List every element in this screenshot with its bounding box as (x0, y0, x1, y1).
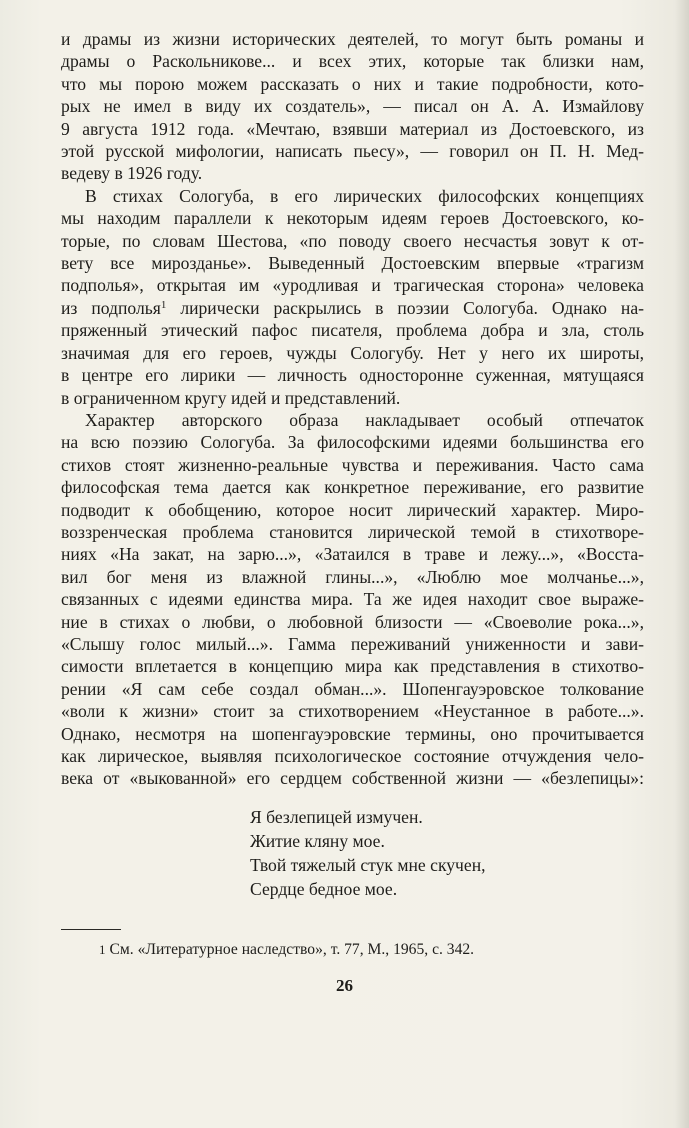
text-line: пряженный этический пафос писателя, проблема добра и зла, столь (61, 320, 644, 341)
poem-line: Житие кляну мое. (250, 831, 385, 851)
text-line: в центре его лирики — личность односторонне суженная, мятущаяся (61, 365, 644, 386)
poem-line: Твой тяжелый стук мне скучен, (250, 855, 486, 875)
text-line: философская тема дается как конкретное переживание, его развитие (61, 477, 644, 498)
note-line-end: лирически раскрылись в поэзии Сологуба. Однако на- (166, 297, 644, 318)
text-line: симости вплетается в концепцию мира как представления в стихотво- (61, 656, 644, 677)
note-line-start: из подполья (61, 297, 161, 318)
paragraph-2 (61, 185, 644, 409)
text-line: ние в стихах о любви, о любовной близости — «Своеволие рока...», (61, 611, 644, 632)
text-line: 9 августа 1912 года. «Мечтаю, взявши материал из Достоевского, из (61, 118, 644, 139)
body-text (61, 28, 644, 790)
text-line: «воли к жизни» стоит за стихотворением «Неустанное в работе...». (61, 701, 644, 722)
poem-line: Сердце бедное мое. (250, 879, 398, 899)
text-line: на всю поэзию Сологуба. За философскими идеями большинства его (61, 432, 644, 453)
text-line: подводит к обобщению, которое носит лирический характер. Миро- (61, 499, 644, 520)
page-edge-shadow (675, 0, 689, 1128)
text-line: этой русской мифологии, написать пьесу», — говорил он П. Н. Мед- (61, 141, 644, 162)
text-line: воззренческая проблема становится лирической темой в стихотворе- (61, 521, 644, 542)
text-line: как лирическое, выявляя психологическое состояние отчуждения чело- (61, 746, 644, 766)
footnote (99, 940, 474, 960)
page-number: 26 (336, 976, 353, 995)
text-line: значимая для его героев, чужды Сологубу. Нет у него их широты, (61, 342, 644, 363)
text-line: вету все мирозданье». Выведенный Достоевским впервые «трагизм (61, 253, 644, 274)
text-line: века от «выкованной» его сердцем собственной жизни — «безлепицы»: (61, 768, 644, 789)
text-line-with-note (61, 297, 644, 319)
text-line: вил бог меня из влажной глины...», «Люблю мое молчанье...», (61, 566, 644, 587)
text-line: В стихах Сологуба, в его лирических философских концепциях (85, 185, 644, 206)
text-line: в ограниченном кругу идей и представлений. (61, 387, 401, 408)
footnote-marker: 1 (99, 942, 106, 957)
text-line: что мы порою можем рассказать о них и такие подробности, кото- (61, 73, 644, 94)
footnote-text: См. «Литературное наследство», т. 77, М., 1965, с. 342. (109, 941, 475, 958)
text-line: ниях «На закат, на зарю...», «Затаился в траве и лежу...», «Восста- (61, 544, 644, 565)
poem-line: Я безлепицей измучен. (250, 807, 423, 827)
footnote-reference[interactable]: 1 (160, 298, 167, 311)
text-line: рых не имел в виду их создатель», — писал он А. А. Измайлову (61, 96, 644, 117)
footnote-divider (61, 929, 121, 930)
text-line: мы находим параллели к некоторым идеям героев Достоевского, ко- (61, 208, 644, 229)
text-line: стихов стоят жизненно-реальные чувства и переживания. Часто сама (61, 454, 644, 475)
paragraph-1 (61, 28, 644, 185)
text-line: Однако, несмотря на шопенгауэровские термины, оно прочитывается (61, 723, 644, 744)
text-line: и драмы из жизни исторических деятелей, то могут быть романы и (61, 29, 644, 49)
text-line: драмы о Раскольникове... и всех этих, которые так близки нам, (61, 51, 644, 72)
text-line: Характер авторского образа накладывает особый отпечаток (85, 409, 644, 430)
text-line: «Слышу голос милый...». Гамма переживаний униженности и зави- (61, 633, 644, 654)
poem-quote (250, 805, 486, 901)
text-line: ведеву в 1926 году. (61, 163, 203, 184)
text-line: подполья», открытая им «уродливая и трагическая сторона» человека (61, 275, 644, 296)
paragraph-3 (61, 409, 644, 790)
text-line: связанных с идеями единства мира. Та же идея находит свое выраже- (61, 589, 644, 610)
text-line: торые, по словам Шестова, «по поводу своего несчастья зовут к от- (61, 230, 644, 251)
text-line: рении «Я сам себе создал обман...». Шопенгауэровское толкование (61, 678, 644, 699)
